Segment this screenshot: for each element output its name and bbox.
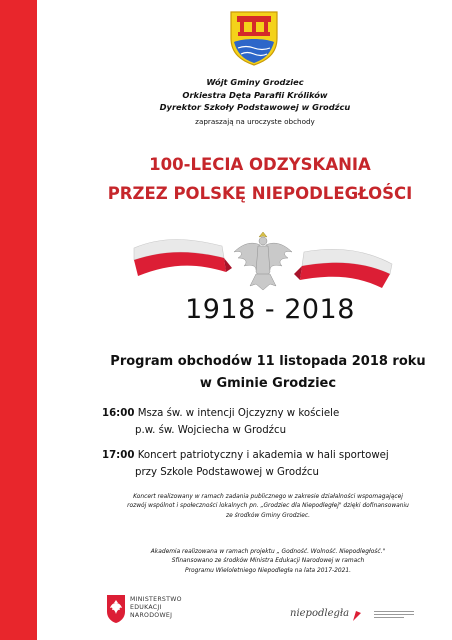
program-heading-line-1: Program obchodów 11 listopada 2018 roku [110, 354, 426, 369]
title-line-2: PRZEZ POLSKĘ NIEPODLEGŁOŚCI [107, 184, 413, 203]
organizers [100, 76, 410, 114]
ministry-line: NARODOWEJ [130, 612, 173, 619]
note-line: Programu Wieloletniego Niepodległa na lata 2017-2021. [185, 567, 351, 574]
concert-funding-note [78, 493, 452, 521]
organizer-line: Orkiestra Dęta Parafii Królików [182, 89, 328, 100]
event-time: 17:00 [102, 450, 135, 461]
note-line: Sfinansowano ze środków Ministra Edukacji Narodowej w ramach [171, 558, 365, 565]
event-text: Msza św. w intencji Ojczyzny w kościele [137, 408, 340, 419]
program-heading-line-2: w Gminie Grodziec [199, 376, 337, 391]
niepodlegla-small-print [374, 611, 414, 618]
event-time: 16:00 [102, 408, 135, 419]
note-line: Koncert realizowany w ramach zadania publicznego w zakresie działalności wspomagającej [133, 494, 403, 500]
note-line: rozwój wspólnot i społeczności lokalnych pn. „Grodziec dla Niepodległej" dzięki dofinansowaniu [127, 503, 409, 510]
note-line: ze środków Gminy Grodziec. [226, 512, 310, 519]
note-line: Akademia realizowana w ramach projektu „ Godność. Wolność. Niepodległość." [150, 549, 386, 555]
event-text: Koncert patriotyczny i akademia w hali sportowej [137, 450, 389, 461]
akademia-funding-note [78, 548, 452, 576]
ministry-line: MINISTERSTWO [130, 596, 182, 603]
invite-text: zapraszają na uroczyste obchody [195, 117, 315, 126]
grodziec-coat-of-arms [228, 8, 280, 66]
ministry-logo [106, 594, 226, 628]
left-red-bar [0, 0, 37, 640]
years-heading: 1918 - 2018 [185, 294, 355, 325]
event-item [102, 448, 389, 465]
title-line-1: 100-LECIA ODZYSKANIA [149, 155, 371, 174]
event-text-continued: przy Szkole Podstawowej w Grodźcu [135, 467, 319, 478]
ministry-eagle-icon [106, 594, 126, 624]
organizer-line: Wójt Gminy Grodziec [206, 77, 304, 87]
flag-ribbon-with-eagle [132, 228, 394, 294]
ministry-line: EDUKACJI [130, 604, 162, 611]
niepodlegla-wordmark: niepodległa [290, 608, 350, 619]
event-text-continued: p.w. św. Wojciecha w Grodźcu [135, 425, 287, 436]
event-item [102, 406, 339, 423]
organizer-line: Dyrektor Szkoły Podstawowej w Grodźcu [159, 102, 351, 112]
niepodlegla-logo [290, 608, 440, 630]
niepodlegla-flag-icon [352, 610, 362, 622]
